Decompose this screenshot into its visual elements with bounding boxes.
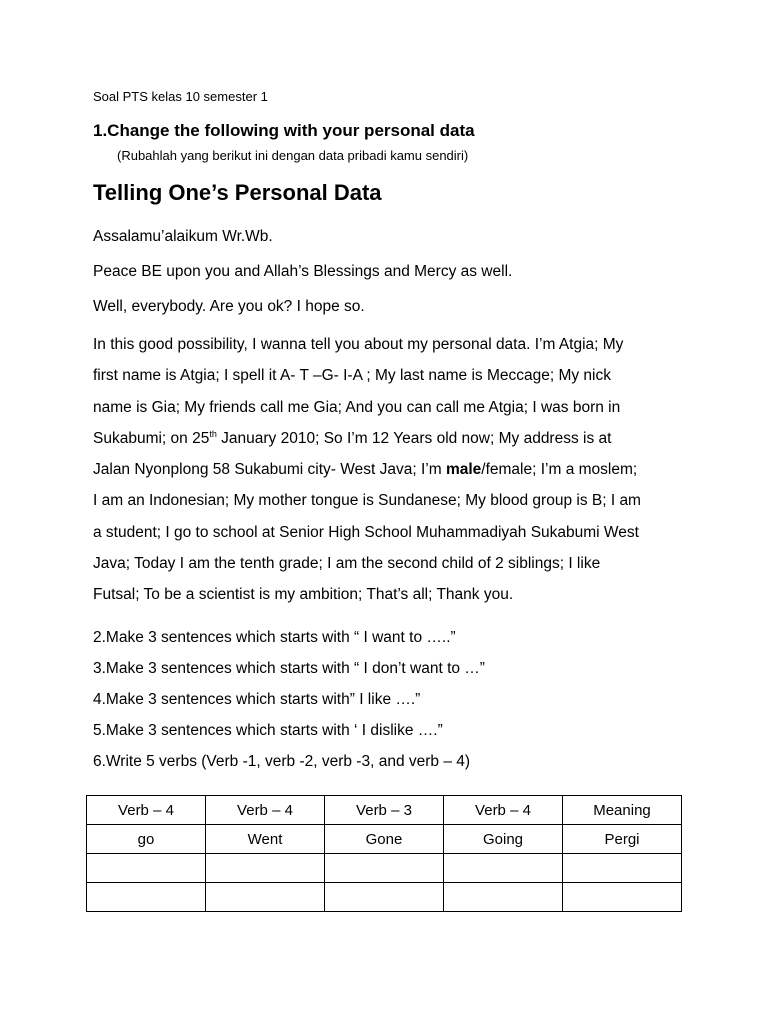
table-cell: Gone (325, 825, 444, 854)
task-item: 5.Make 3 sentences which starts with ‘ I dislike ….” (93, 722, 443, 739)
bold-word-male: male (445, 461, 482, 478)
table-cell (563, 854, 682, 883)
verb-table (86, 795, 682, 912)
table-cell (87, 883, 206, 912)
question-1-subtitle: (Rubahlah yang berikut ini dengan data pribadi kamu sendiri) (117, 148, 469, 163)
paragraph-line: I am an Indonesian; My mother tongue is Sundanese; My blood group is B; I am (93, 492, 641, 510)
paragraph-text: January 2010; So I’m 12 Years old now; My address is at (216, 429, 612, 447)
table-cell (87, 854, 206, 883)
table-cell: Pergi (563, 825, 682, 854)
paragraph-line: Java; Today I am the tenth grade; I am the second child of 2 siblings; I like (93, 554, 601, 572)
ordinal-suffix: th (209, 428, 217, 439)
task-item: 6.Write 5 verbs (Verb -1, verb -2, verb -3, and verb – 4) (93, 753, 471, 770)
table-cell (563, 883, 682, 912)
table-row (87, 825, 682, 854)
task-item: 4.Make 3 sentences which starts with” I like ….” (93, 691, 421, 708)
table-header-cell: Verb – 4 (444, 796, 563, 825)
text-title: Telling One’s Personal Data (93, 180, 382, 205)
table-cell: go (87, 825, 206, 854)
greeting-line-3: Well, everybody. Are you ok? I hope so. (93, 298, 365, 315)
paragraph-line: In this good possibility, I wanna tell you about my personal data. I’m Atgia; My (93, 336, 624, 353)
paragraph-line (93, 428, 683, 459)
paragraph-line: name is Gia; My friends call me Gia; And you can call me Atgia; I was born in (93, 398, 621, 416)
table-header-cell: Verb – 4 (87, 796, 206, 825)
task-item: 2.Make 3 sentences which starts with “ I want to …..” (93, 629, 456, 646)
task-item: 3.Make 3 sentences which starts with “ I don’t want to …” (93, 660, 485, 677)
table-cell (444, 854, 563, 883)
table-header-cell: Meaning (563, 796, 682, 825)
task-list (93, 627, 485, 782)
paragraph-text: /female; I’m a moslem; (481, 461, 638, 478)
table-header-cell: Verb – 3 (325, 796, 444, 825)
question-1-title: 1.Change the following with your personal data (93, 121, 475, 140)
table-header-cell: Verb – 4 (206, 796, 325, 825)
personal-data-paragraph (93, 334, 683, 615)
paragraph-line (93, 459, 683, 490)
table-cell (444, 883, 563, 912)
table-cell: Went (206, 825, 325, 854)
paragraph-line: first name is Atgia; I spell it A- T –G- I-A ; My last name is Meccage; My nick (93, 367, 611, 385)
paragraph-text: Sukabumi; on 25 (93, 429, 210, 447)
exam-label: Soal PTS kelas 10 semester 1 (93, 89, 268, 104)
paragraph-line: Futsal; To be a scientist is my ambition; That’s all; Thank you. (93, 586, 514, 603)
table-cell (206, 854, 325, 883)
table-cell (325, 883, 444, 912)
paragraph-line: a student; I go to school at Senior High School Muhammadiyah Sukabumi West (93, 523, 639, 541)
table-header-row (87, 796, 682, 825)
table-cell (325, 854, 444, 883)
table-cell (206, 883, 325, 912)
greeting-line-2: Peace BE upon you and Allah’s Blessings and Mercy as well. (93, 263, 513, 280)
paragraph-text: Jalan Nyonplong 58 Sukabumi city- West Java; I’m (93, 461, 446, 478)
greeting-line-1: Assalamu’alaikum Wr.Wb. (93, 228, 273, 245)
table-row (87, 854, 682, 883)
table-cell: Going (444, 825, 563, 854)
table-row (87, 883, 682, 912)
